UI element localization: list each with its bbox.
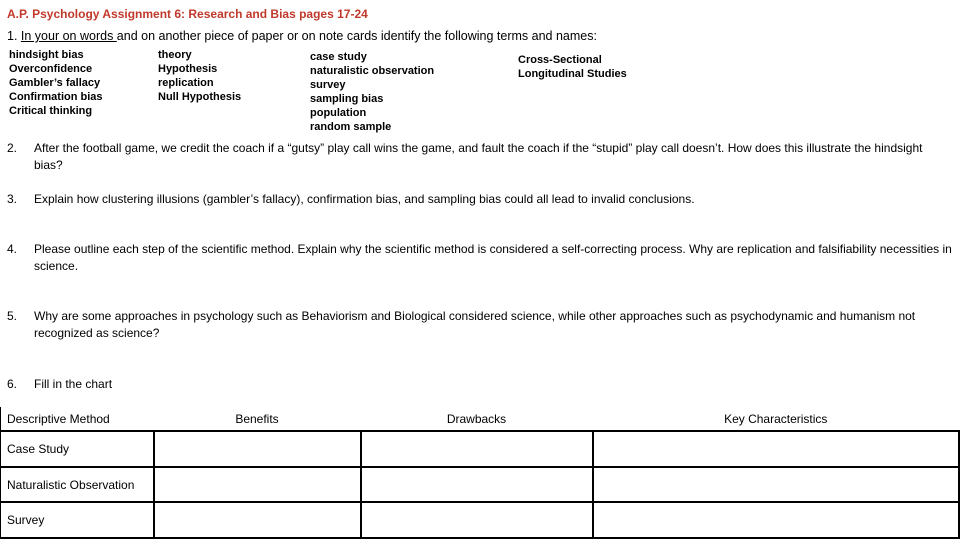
chart-header-cell: Benefits	[154, 407, 361, 431]
question-number: 6.	[7, 377, 18, 391]
chart-header-row	[1, 407, 960, 431]
benefits-cell[interactable]	[154, 502, 361, 538]
term-item: survey	[310, 79, 346, 91]
question-1-underlined: In your on words	[20, 29, 117, 43]
term-item: replication	[158, 77, 214, 89]
term-item: naturalistic observation	[310, 65, 435, 77]
question-5	[7, 308, 952, 342]
question-3	[7, 191, 952, 208]
term-item: theory	[158, 49, 192, 61]
term-item: sampling bias	[310, 93, 384, 105]
table-row	[1, 502, 960, 538]
key-characteristics-cell[interactable]	[593, 502, 960, 538]
term-item: Gambler’s fallacy	[9, 77, 101, 89]
chart-header-cell: Descriptive Method	[1, 407, 154, 431]
term-item: Critical thinking	[9, 105, 93, 117]
question-6	[7, 376, 952, 393]
assignment-title: A.P. Psychology Assignment 6: Research and Bias pages 17-24	[7, 7, 368, 21]
term-item: Cross-Sectional	[518, 54, 602, 66]
question-text: Why are some approaches in psychology such as Behaviorism and Biological considered science, while other approaches such as psychodynamic and humanism not recognized as science?	[34, 309, 916, 340]
term-item: case study	[310, 51, 367, 63]
term-item: population	[310, 107, 367, 119]
benefits-cell[interactable]	[154, 467, 361, 503]
key-characteristics-cell[interactable]	[593, 431, 960, 467]
chart-header-cell: Key Characteristics	[593, 407, 960, 431]
method-label: Case Study	[1, 431, 154, 467]
table-row	[1, 431, 960, 467]
question-number: 3.	[7, 192, 18, 206]
question-number: 4.	[7, 242, 18, 256]
term-item: Overconfidence	[9, 63, 93, 75]
question-4	[7, 241, 952, 275]
method-label: Naturalistic Observation	[1, 467, 154, 503]
term-item: random sample	[310, 121, 392, 133]
question-text: Please outline each step of the scientific method. Explain why the scientific method is considered a self-correcting process. Why are replication and falsifiability necessities in science.	[34, 242, 952, 273]
benefits-cell[interactable]	[154, 431, 361, 467]
term-item: Hypothesis	[158, 63, 218, 75]
terms-column-2	[158, 48, 241, 104]
drawbacks-cell[interactable]	[361, 502, 593, 538]
question-number: 5.	[7, 309, 18, 323]
term-item: Confirmation bias	[9, 91, 103, 103]
question-1-prompt	[7, 29, 597, 43]
question-text: Fill in the chart	[34, 377, 113, 391]
question-2	[7, 140, 952, 174]
question-1-number: 1.	[7, 29, 21, 43]
question-text: After the football game, we credit the coach if a “gutsy” play call wins the game, and fault the coach if the “stupid” play call doesn’t. How does this illustrate the hindsight bias?	[34, 141, 923, 172]
drawbacks-cell[interactable]	[361, 467, 593, 503]
table-row	[1, 467, 960, 503]
terms-column-4	[518, 53, 627, 81]
term-item: Longitudinal Studies	[518, 68, 627, 80]
question-1-text: and on another piece of paper or on note cards identify the following terms and names:	[116, 29, 597, 43]
chart-header-cell: Drawbacks	[361, 407, 593, 431]
term-item: hindsight bias	[9, 49, 84, 61]
question-number: 2.	[7, 141, 18, 155]
descriptive-methods-chart	[0, 407, 960, 539]
key-characteristics-cell[interactable]	[593, 467, 960, 503]
method-label: Survey	[1, 502, 154, 538]
terms-column-1	[9, 48, 103, 118]
terms-column-3	[310, 50, 434, 134]
question-text: Explain how clustering illusions (gambler’s fallacy), confirmation bias, and sampling bias could all lead to invalid conclusions.	[34, 192, 695, 206]
term-item: Null Hypothesis	[158, 91, 242, 103]
drawbacks-cell[interactable]	[361, 431, 593, 467]
